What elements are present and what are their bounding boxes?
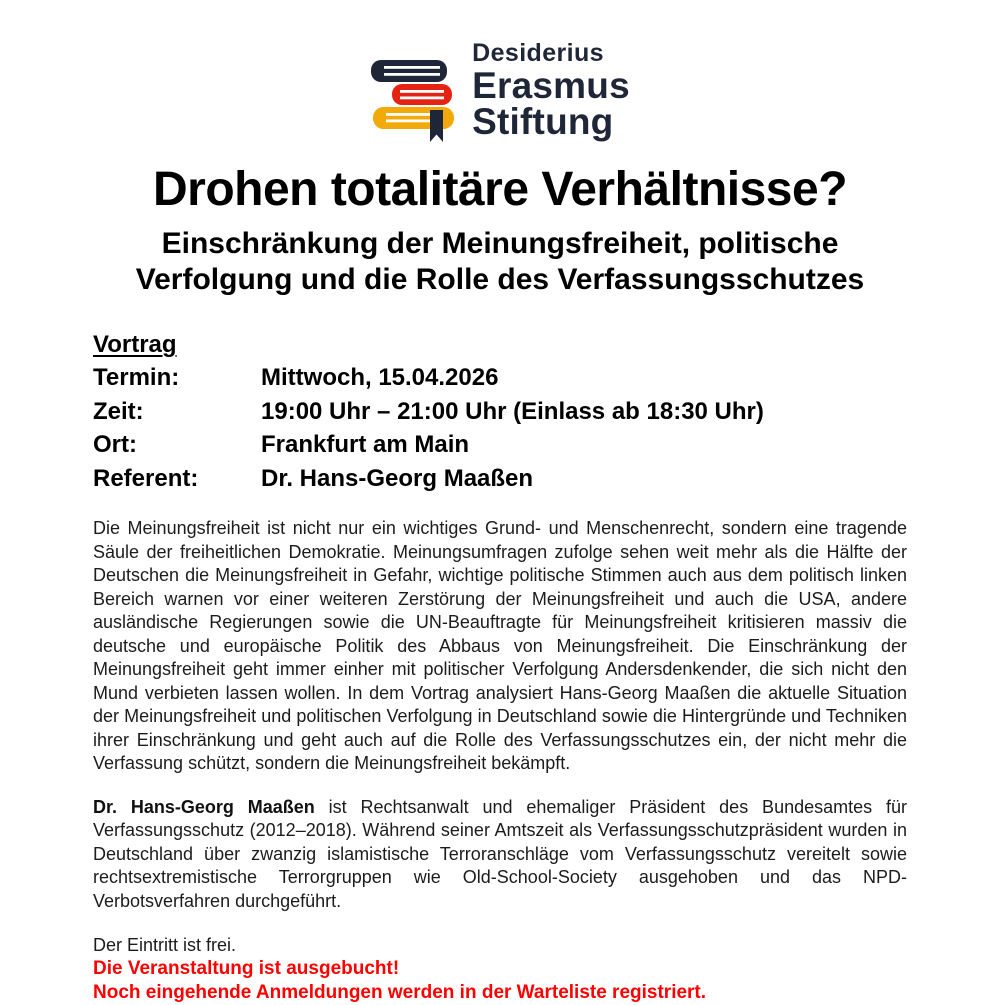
detail-value: Dr. Hans-Georg Maaßen bbox=[261, 464, 534, 492]
subtitle-line-2: Verfolgung und die Rolle des Verfassungsschutzes bbox=[135, 263, 865, 296]
logo-wordmark bbox=[472, 36, 630, 140]
logo-name-desiderius: Desiderius bbox=[472, 39, 604, 67]
detail-row-zeit bbox=[93, 395, 907, 429]
waitlist-notice: Noch eingehende Anmeldungen werden in der Warteliste registriert. bbox=[93, 982, 707, 1003]
event-details bbox=[93, 361, 907, 495]
logo bbox=[93, 36, 907, 144]
bio-speaker-name: Dr. Hans-Georg Maaßen bbox=[93, 796, 315, 817]
logo-name-erasmus: Erasmus bbox=[472, 65, 630, 106]
detail-value: 19:00 Uhr – 21:00 Uhr (Einlass ab 18:30 Uhr) bbox=[261, 397, 764, 425]
logo-name-stiftung: Stiftung bbox=[472, 101, 614, 142]
description-paragraph: Die Meinungsfreiheit ist nicht nur ein wichtiges Grund- und Menschenrecht, sondern eine tragende Säule der freiheitlichen Demokratie. Meinungsumfragen zufolge sehen weit mehr als die Hälfte der Deutschen die Meinungsfreiheit in Gefahr, wichtige politische Stimmen auch aus dem politisch linken Bereich warnen vor einer weiteren Zerstörung der Meinungsfreiheit und auch die USA, andere ausländische Regierungen sowie die UN-Beauftragte für Meinungsfreiheit kritisieren massiv die deutsche und europäische Politik des Abbaus von Meinungsfreiheit. Die Einschränkung der Meinungsfreiheit geht immer einher mit politischer Verfolgung Andersdenkender, die sich nicht den Mund verbieten lassen wollen. In dem Vortrag analysiert Hans-Georg Maaßen die aktuelle Situation der Meinungsfreiheit und politischen Verfolgung in Deutschland sowie die Hintergründe und Techniken ihrer Einschränkung und geht auch auf die Rolle des Verfassungsschutzes ein, der nicht mehr die Verfassung schützt, sondern die Meinungsfreiheit bekämpft. bbox=[93, 518, 907, 773]
section-heading-vortrag: Vortrag bbox=[93, 331, 177, 358]
detail-value: Mittwoch, 15.04.2026 bbox=[261, 364, 499, 391]
detail-value: Frankfurt am Main bbox=[261, 431, 470, 458]
detail-label: Zeit: bbox=[93, 397, 144, 425]
detail-row-referent bbox=[93, 462, 907, 496]
subtitle-line-1: Einschränkung der Meinungsfreiheit, politische bbox=[161, 227, 839, 260]
sold-out-notice: Die Veranstaltung ist ausgebucht! bbox=[93, 958, 400, 979]
detail-label: Ort: bbox=[93, 431, 137, 458]
bio-paragraph bbox=[93, 796, 907, 914]
page-title: Drohen totalitäre Verhältnisse? bbox=[152, 163, 848, 216]
footer-notices bbox=[93, 933, 907, 1005]
detail-row-termin bbox=[93, 361, 907, 395]
detail-label: Referent: bbox=[93, 464, 199, 492]
detail-label: Termin: bbox=[93, 364, 180, 391]
stacked-books-icon bbox=[370, 36, 458, 144]
bio-text: ist Rechtsanwalt und ehemaliger Präsident des Bundesamtes für Verfassungsschutz (2012–2018). Während seiner Amtszeit als Verfassungsschutzpräsident wurden in Deutschland über zwanzig islamistische Terroranschläge vom Verfassungsschutz vereitelt sowie rechtsextremistische Terrorgruppen wie Old-School-Society ausgehoben und das NPD-Verbotsverfahren durchgeführt. bbox=[93, 796, 907, 911]
free-entry-note: Der Eintritt ist frei. bbox=[93, 935, 237, 955]
subtitle bbox=[93, 226, 907, 298]
detail-row-ort bbox=[93, 428, 907, 462]
